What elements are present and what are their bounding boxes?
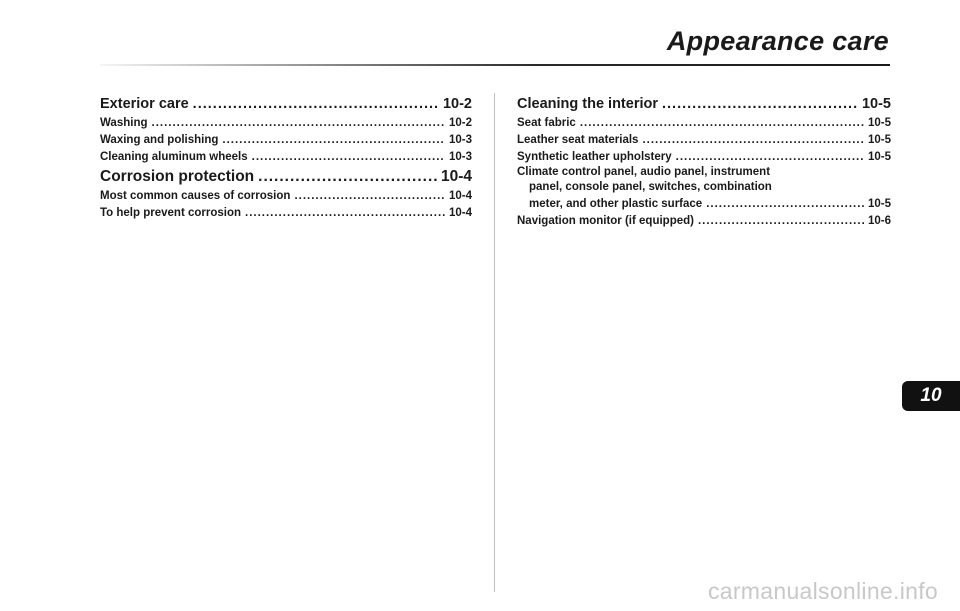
toc-entry-page: 10-5: [867, 151, 891, 163]
chapter-title: Appearance care: [666, 26, 889, 56]
toc-entry-cleaning-aluminum-wheels[interactable]: [100, 148, 472, 165]
toc-entry-page: 10-5: [867, 117, 891, 129]
toc-entry-waxing-and-polishing[interactable]: [100, 131, 472, 148]
toc-entry-leather-seat-materials[interactable]: [517, 131, 891, 148]
toc-entry-label: To help prevent corrosion: [100, 207, 241, 219]
toc-entry-prevent-corrosion[interactable]: [100, 204, 472, 221]
toc-entry-label: Leather seat materials: [517, 134, 639, 146]
toc-entry-climate-control-panel[interactable]: [517, 165, 891, 212]
leader-dots: [706, 196, 864, 212]
toc-entry-page: 10-4: [448, 190, 472, 202]
toc-entry-page: 10-3: [448, 151, 472, 163]
toc-entry-label: Seat fabric: [517, 117, 576, 129]
title-rule: [100, 64, 890, 66]
toc-entry-label: Corrosion protection: [100, 168, 255, 185]
leader-dots: [245, 205, 445, 221]
toc-entry-label-line: meter, and other plastic surface: [529, 198, 703, 210]
leader-dots: [294, 188, 445, 204]
toc-entry-page: 10-5: [861, 96, 891, 112]
column-divider: [494, 93, 495, 592]
watermark: carmanualsonline.info: [707, 578, 938, 604]
toc-entry-label: Cleaning the interior: [517, 96, 658, 112]
toc-left-column: [100, 92, 472, 221]
toc-entry-page: 10-3: [448, 134, 472, 146]
toc-entry-synthetic-leather-upholstery[interactable]: [517, 148, 891, 165]
leader-dots: [698, 213, 864, 229]
toc-entry-page: 10-5: [867, 198, 891, 210]
toc-entry-page: 10-2: [442, 96, 472, 112]
toc-entry-causes-of-corrosion[interactable]: [100, 187, 472, 204]
chapter-tab[interactable]: [902, 381, 960, 411]
toc-right-column: [517, 92, 891, 229]
leader-dots: [662, 94, 858, 114]
toc-entry-label: Waxing and polishing: [100, 134, 219, 146]
toc-entry-page: 10-6: [867, 215, 891, 227]
toc-entry-page: 10-4: [448, 207, 472, 219]
toc-entry-washing[interactable]: [100, 114, 472, 131]
chapter-tab-number: 10: [920, 385, 942, 406]
leader-dots: [193, 94, 439, 114]
leader-dots: [642, 132, 864, 148]
toc-entry-label: Washing: [100, 117, 148, 129]
toc-entry-exterior-care[interactable]: [100, 92, 472, 114]
toc-entry-label-line: panel, console panel, switches, combination: [529, 181, 772, 193]
toc-entry-navigation-monitor[interactable]: [517, 212, 891, 229]
toc-entry-cleaning-the-interior[interactable]: [517, 92, 891, 114]
toc-entry-label: Navigation monitor (if equipped): [517, 215, 694, 227]
leader-dots: [222, 132, 445, 148]
toc-entry-page: 10-5: [867, 134, 891, 146]
leader-dots: [580, 115, 864, 131]
leader-dots: [676, 149, 864, 165]
toc-entry-seat-fabric[interactable]: [517, 114, 891, 131]
toc-entry-label: Exterior care: [100, 96, 189, 112]
toc-entry-page: 10-4: [440, 168, 472, 185]
toc-entry-label: Most common causes of corrosion: [100, 190, 291, 202]
leader-dots: [258, 167, 437, 187]
toc-entry-corrosion-protection[interactable]: [100, 165, 472, 187]
leader-dots: [252, 149, 445, 165]
toc-entry-label: Cleaning aluminum wheels: [100, 151, 248, 163]
toc-entry-page: 10-2: [448, 117, 472, 129]
toc-entry-label-line: Climate control panel, audio panel, instrument: [517, 166, 771, 178]
toc-entry-label: Synthetic leather upholstery: [517, 151, 672, 163]
leader-dots: [152, 115, 445, 131]
